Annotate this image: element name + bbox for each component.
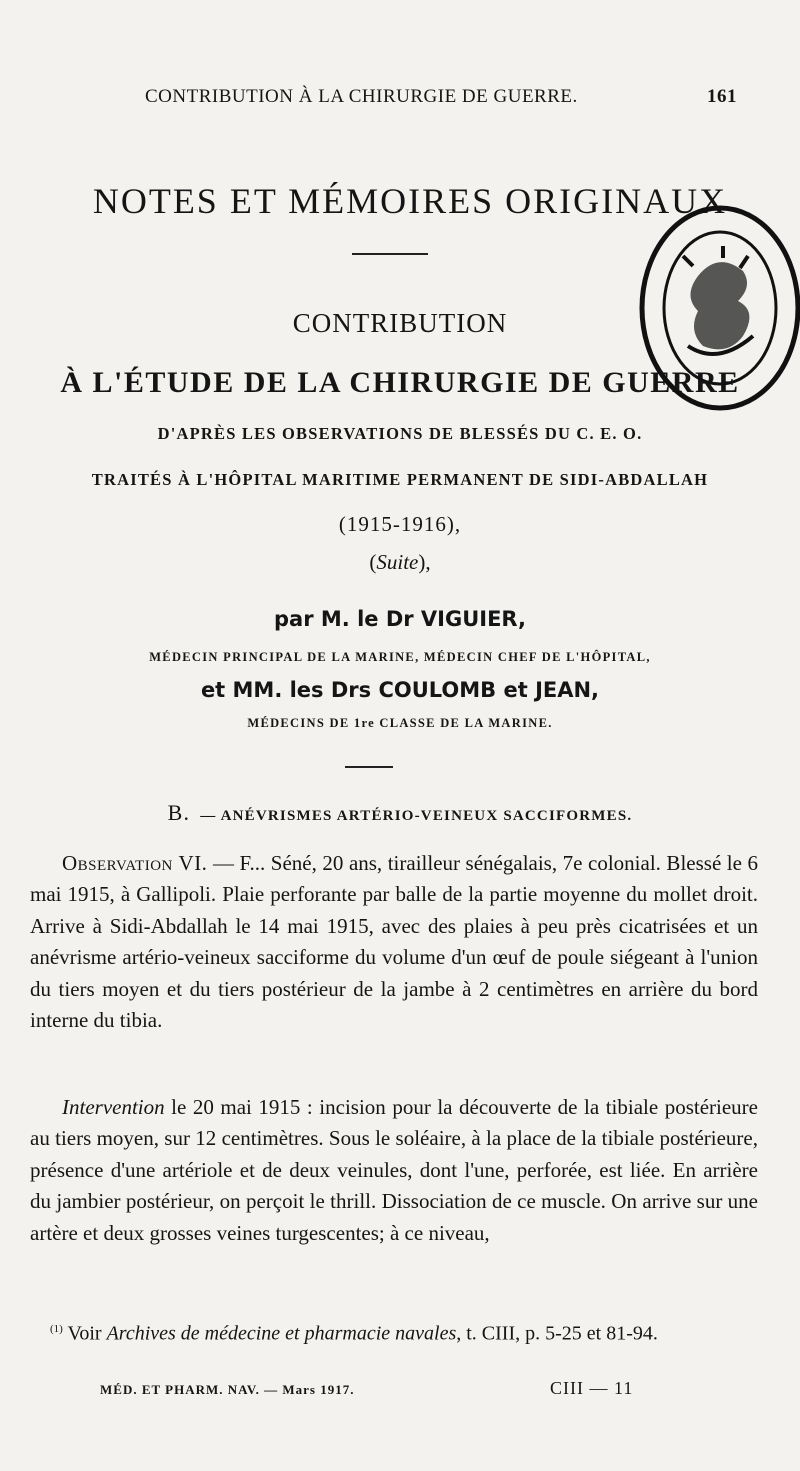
- running-head: [145, 86, 745, 108]
- article-title-line1: CONTRIBUTION: [292, 308, 508, 338]
- footer-left: MÉD. ET PHARM. NAV. — Mars 1917.: [100, 1382, 355, 1397]
- footnote-rest: , t. CIII, p. 5-25 et 81-94.: [456, 1322, 658, 1345]
- paragraph-observation: [30, 848, 758, 1036]
- observation-lead: Observation VI.: [62, 851, 208, 875]
- footnote-marker: (1): [50, 1323, 63, 1335]
- page-footer: [100, 1378, 660, 1399]
- footer-right: CIII — 11: [550, 1378, 634, 1398]
- article-subtitle-line2: TRAITÉS À L'HÔPITAL MARITIME PERMANENT DE SIDI-ABDALLAH: [91, 470, 709, 489]
- article-suite: (Suite),: [369, 550, 431, 574]
- article-subtitle-line1: D'APRÈS LES OBSERVATIONS DE BLESSÉS DU C. E. O.: [157, 424, 643, 443]
- article-years: (1915-1916),: [338, 512, 462, 536]
- authors-line1: par M. le Dr VIGUIER,: [274, 607, 526, 631]
- section-subheading: [30, 800, 770, 826]
- library-stamp-icon: [628, 196, 800, 416]
- divider-top: [352, 253, 428, 255]
- article-title-line2: À L'ÉTUDE DE LA CHIRURGIE DE GUERRE: [60, 366, 740, 399]
- suite-label: Suite: [376, 550, 419, 574]
- divider-middle: [345, 766, 393, 768]
- affiliation-line2: MÉDECINS DE 1re CLASSE DE LA MARINE.: [247, 716, 553, 730]
- footnote-journal: Archives de médecine et pharmacie navales: [106, 1322, 457, 1345]
- running-head-title: CONTRIBUTION À LA CHIRURGIE DE GUERRE.: [145, 86, 578, 107]
- paragraph-intervention: [30, 1092, 758, 1249]
- authors-line2: et MM. les Drs COULOMB et JEAN,: [200, 678, 600, 702]
- intervention-text: le 20 mai 1915 : incision pour la découverte de la tibiale postérieure au tiers moyen, sur 12 centimètres. Sous le soléaire, à la place de la tibiale postérieure, présence d'une artériole et de deux veinules, dont l'une, perforée, est liée. En arrière du jambier postérieur, on perçoit le thrill. Dissociation de ce muscle. On arrive sur une artère et deux grosses veines turgescentes; à ce niveau,: [30, 1095, 758, 1245]
- page-number: 161: [707, 86, 737, 107]
- subheading-letter: B.: [167, 800, 191, 825]
- affiliation-line1: MÉDECIN PRINCIPAL DE LA MARINE, MÉDECIN CHEF DE L'HÔPITAL,: [149, 650, 651, 664]
- footnote-prefix: Voir: [62, 1322, 107, 1345]
- section-title: NOTES ET MÉMOIRES ORIGINAUX: [92, 181, 728, 221]
- subheading-text: — ANÉVRISMES ARTÉRIO-VEINEUX SACCIFORMES.: [200, 808, 633, 824]
- observation-text: — F... Séné, 20 ans, tirailleur sénégalais, 7e colonial. Blessé le 6 mai 1915, à Gallipoli. Plaie perforante par balle de la partie moyenne du mollet droit. Arrive à Sidi-Abdallah le 14 mai 1915, avec des plaies à peu près cicatrisées et un anévrisme artério-veineux sacciforme du volume d'un œuf de poule siégeant à l'union du tiers moyen et du tiers postérieur de la jambe à 2 centimètres en arrière du bord interne du tibia.: [30, 851, 758, 1033]
- intervention-lead: Intervention: [62, 1095, 165, 1119]
- footnote: [30, 1315, 756, 1349]
